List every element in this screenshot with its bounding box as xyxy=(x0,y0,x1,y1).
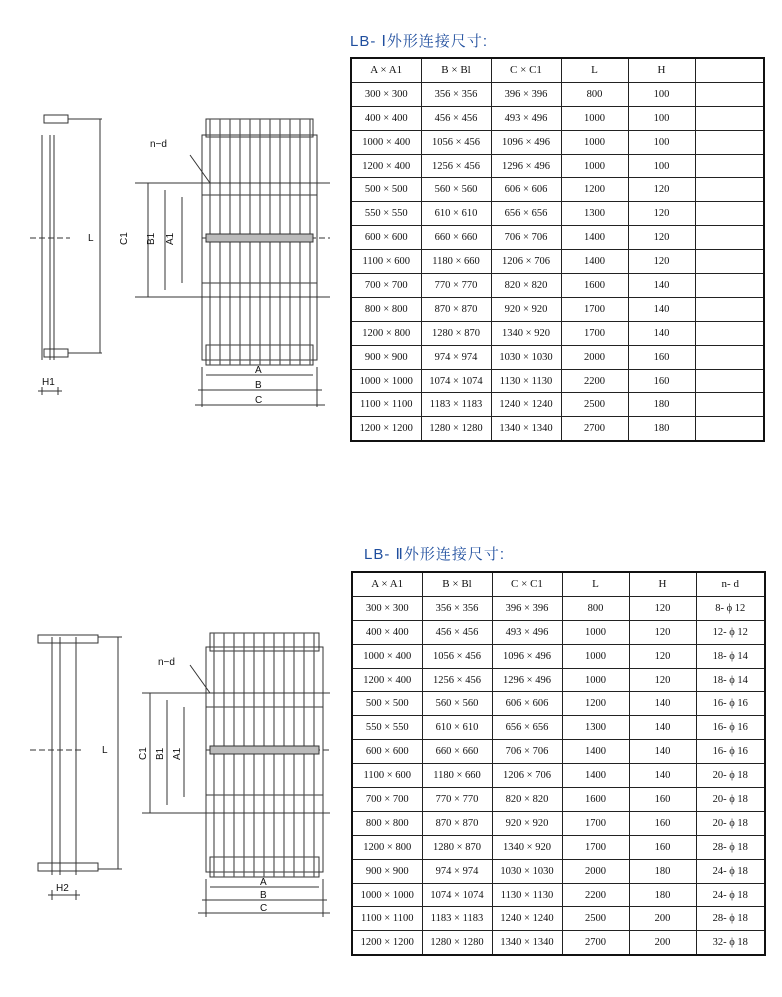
table-cell: 2200 xyxy=(562,883,629,907)
table-cell: 606 × 606 xyxy=(492,692,562,716)
table-cell: 1256 × 456 xyxy=(422,668,492,692)
table-cell: 120 xyxy=(629,596,696,620)
table-row xyxy=(351,226,764,250)
table-cell: 1206 × 706 xyxy=(491,250,561,274)
table-cell: 1296 × 496 xyxy=(491,154,561,178)
table-row xyxy=(352,716,765,740)
table-cell: 770 × 770 xyxy=(421,274,491,298)
header-cell: C × C1 xyxy=(492,572,562,596)
label-C1: C1 xyxy=(119,232,130,245)
table-cell xyxy=(695,202,764,226)
table-cell xyxy=(695,393,764,417)
table-cell: 100 xyxy=(628,154,695,178)
table-cell: 606 × 606 xyxy=(491,178,561,202)
table-cell: 656 × 656 xyxy=(492,716,562,740)
table-cell: 400 × 400 xyxy=(351,106,421,130)
label-B1: B1 xyxy=(155,747,166,760)
table-cell: 800 xyxy=(561,82,628,106)
label-H2: H2 xyxy=(56,883,69,894)
table-cell: 2000 xyxy=(561,345,628,369)
lb1-dimension-table xyxy=(350,57,765,442)
table-cell: 18- ϕ 14 xyxy=(696,668,765,692)
label-n-d: n−d xyxy=(150,139,167,150)
table-cell: 500 × 500 xyxy=(352,692,422,716)
table-row xyxy=(351,297,764,321)
section2-title: LB- Ⅱ外形连接尺寸: xyxy=(364,546,506,563)
table-cell: 1300 xyxy=(561,202,628,226)
table-row xyxy=(352,788,765,812)
table-cell: 870 × 870 xyxy=(421,297,491,321)
table-cell xyxy=(695,154,764,178)
table-cell: 180 xyxy=(629,859,696,883)
table-row xyxy=(351,369,764,393)
table-row xyxy=(352,811,765,835)
front-view xyxy=(142,633,330,917)
table-row xyxy=(351,178,764,202)
table-cell: 356 × 356 xyxy=(421,82,491,106)
table-cell xyxy=(695,369,764,393)
table-cell: 356 × 356 xyxy=(422,596,492,620)
table-cell: 160 xyxy=(629,811,696,835)
label-A: A xyxy=(255,365,262,376)
table-cell: 900 × 900 xyxy=(352,859,422,883)
table-row xyxy=(351,202,764,226)
table-cell: 660 × 660 xyxy=(421,226,491,250)
table-cell: 456 × 456 xyxy=(421,106,491,130)
label-n-d: n−d xyxy=(158,657,175,668)
label-B: B xyxy=(255,380,262,391)
table-cell: 1030 × 1030 xyxy=(491,345,561,369)
table-cell: 396 × 396 xyxy=(491,82,561,106)
label-L: L xyxy=(88,233,94,244)
table-cell: 120 xyxy=(628,226,695,250)
table-cell: 700 × 700 xyxy=(352,788,422,812)
table-cell: 1280 × 870 xyxy=(422,835,492,859)
table-cell: 120 xyxy=(629,620,696,644)
table-cell: 1256 × 456 xyxy=(421,154,491,178)
table-cell: 1200 × 1200 xyxy=(351,417,421,441)
front-view xyxy=(135,119,330,407)
table-row xyxy=(352,859,765,883)
table-cell: 28- ϕ 18 xyxy=(696,907,765,931)
table-cell: 160 xyxy=(629,835,696,859)
table-cell xyxy=(695,297,764,321)
table-cell: 560 × 560 xyxy=(421,178,491,202)
table-row xyxy=(351,130,764,154)
table-row xyxy=(352,883,765,907)
table-cell: 1000 × 1000 xyxy=(352,883,422,907)
table-cell: 770 × 770 xyxy=(422,788,492,812)
table-cell xyxy=(695,250,764,274)
table-cell: 2000 xyxy=(562,859,629,883)
header-cell: A × A1 xyxy=(351,58,421,82)
table-row xyxy=(351,106,764,130)
table-cell: 1700 xyxy=(561,321,628,345)
table-cell: 1400 xyxy=(562,764,629,788)
label-C: C xyxy=(260,903,268,914)
table-cell: 820 × 820 xyxy=(491,274,561,298)
table-row xyxy=(351,82,764,106)
table-cell: 1200 × 800 xyxy=(351,321,421,345)
table-row xyxy=(351,154,764,178)
table-cell: 1100 × 1100 xyxy=(351,393,421,417)
table-cell: 16- ϕ 16 xyxy=(696,740,765,764)
table-cell: 456 × 456 xyxy=(422,620,492,644)
table-cell: 1180 × 660 xyxy=(421,250,491,274)
table-cell: 160 xyxy=(629,788,696,812)
table-row xyxy=(352,596,765,620)
table-cell: 120 xyxy=(629,668,696,692)
table-cell: 1200 xyxy=(561,178,628,202)
table-cell: 396 × 396 xyxy=(492,596,562,620)
table-cell: 140 xyxy=(629,740,696,764)
table-cell: 140 xyxy=(628,297,695,321)
section1-title: LB- Ⅰ外形连接尺寸: xyxy=(350,33,489,50)
table-row xyxy=(351,321,764,345)
table-cell: 100 xyxy=(628,130,695,154)
table-cell: 560 × 560 xyxy=(422,692,492,716)
label-H1: H1 xyxy=(42,377,55,388)
table-cell: 1280 × 1280 xyxy=(421,417,491,441)
table-cell xyxy=(695,274,764,298)
table-cell xyxy=(695,321,764,345)
table-cell: 800 xyxy=(562,596,629,620)
table-cell: 1100 × 1100 xyxy=(352,907,422,931)
table-cell: 500 × 500 xyxy=(351,178,421,202)
side-view xyxy=(30,115,102,395)
table-cell: 2500 xyxy=(561,393,628,417)
header-cell: L xyxy=(562,572,629,596)
table-cell: 100 xyxy=(628,82,695,106)
table-cell: 1096 × 496 xyxy=(492,644,562,668)
table-cell: 700 × 700 xyxy=(351,274,421,298)
lb2-table-body xyxy=(352,572,765,955)
table-cell: 1000 xyxy=(562,668,629,692)
table-cell: 656 × 656 xyxy=(491,202,561,226)
table-cell: 610 × 610 xyxy=(422,716,492,740)
table-cell: 140 xyxy=(629,692,696,716)
table-cell: 180 xyxy=(629,883,696,907)
table-cell: 600 × 600 xyxy=(351,226,421,250)
table-cell: 706 × 706 xyxy=(491,226,561,250)
table-cell: 120 xyxy=(628,202,695,226)
table-cell: 100 xyxy=(628,106,695,130)
table-cell: 1056 × 456 xyxy=(422,644,492,668)
table-cell: 1200 × 800 xyxy=(352,835,422,859)
table-cell xyxy=(695,82,764,106)
table-cell: 2200 xyxy=(561,369,628,393)
table-cell: 1296 × 496 xyxy=(492,668,562,692)
label-A: A xyxy=(260,877,267,888)
table-row xyxy=(352,907,765,931)
table-cell: 16- ϕ 16 xyxy=(696,692,765,716)
table-row xyxy=(351,393,764,417)
label-L: L xyxy=(102,745,108,756)
table-cell: 1340 × 920 xyxy=(491,321,561,345)
table-row xyxy=(352,620,765,644)
table-cell: 800 × 800 xyxy=(352,811,422,835)
header-cell: H xyxy=(628,58,695,82)
table-cell: 12- ϕ 12 xyxy=(696,620,765,644)
table-cell: 1700 xyxy=(561,297,628,321)
table-header-row xyxy=(351,58,764,82)
table-cell: 24- ϕ 18 xyxy=(696,883,765,907)
label-A1: A1 xyxy=(165,232,176,245)
table-cell: 493 × 496 xyxy=(491,106,561,130)
lb2-technical-drawing xyxy=(30,625,335,920)
table-cell xyxy=(695,226,764,250)
table-cell: 1200 xyxy=(562,692,629,716)
table-cell: 400 × 400 xyxy=(352,620,422,644)
table-row xyxy=(352,644,765,668)
table-row xyxy=(352,692,765,716)
table-cell: 900 × 900 xyxy=(351,345,421,369)
table-cell: 1000 × 400 xyxy=(351,130,421,154)
table-cell: 870 × 870 xyxy=(422,811,492,835)
table-cell: 140 xyxy=(629,764,696,788)
table-cell: 1280 × 1280 xyxy=(422,931,492,955)
table-cell: 28- ϕ 18 xyxy=(696,835,765,859)
table-cell: 140 xyxy=(628,274,695,298)
table-cell: 1130 × 1130 xyxy=(492,883,562,907)
table-cell: 1206 × 706 xyxy=(492,764,562,788)
table-row xyxy=(352,740,765,764)
table-cell: 140 xyxy=(628,321,695,345)
table-row xyxy=(351,250,764,274)
table-row xyxy=(352,764,765,788)
table-cell: 1280 × 870 xyxy=(421,321,491,345)
label-C1: C1 xyxy=(138,747,149,760)
header-cell: C × C1 xyxy=(491,58,561,82)
table-cell: 300 × 300 xyxy=(351,82,421,106)
table-cell: 180 xyxy=(628,417,695,441)
table-cell: 1340 × 1340 xyxy=(492,931,562,955)
table-cell xyxy=(695,178,764,202)
table-cell: 1700 xyxy=(562,835,629,859)
table-cell xyxy=(695,345,764,369)
label-C: C xyxy=(255,395,263,406)
table-header-row xyxy=(352,572,765,596)
table-cell: 600 × 600 xyxy=(352,740,422,764)
table-cell: 200 xyxy=(629,907,696,931)
lb2-dimension-table xyxy=(351,571,766,956)
table-cell: 1096 × 496 xyxy=(491,130,561,154)
table-cell: 8- ϕ 12 xyxy=(696,596,765,620)
label-A1: A1 xyxy=(172,747,183,760)
table-cell: 1183 × 1183 xyxy=(422,907,492,931)
header-cell xyxy=(695,58,764,82)
table-cell: 300 × 300 xyxy=(352,596,422,620)
table-cell: 1000 xyxy=(561,130,628,154)
table-cell: 550 × 550 xyxy=(351,202,421,226)
table-row xyxy=(352,668,765,692)
table-cell: 1200 × 400 xyxy=(351,154,421,178)
table-cell: 1240 × 1240 xyxy=(492,907,562,931)
header-cell: L xyxy=(561,58,628,82)
table-cell: 2500 xyxy=(562,907,629,931)
table-cell: 1400 xyxy=(562,740,629,764)
table-cell: 800 × 800 xyxy=(351,297,421,321)
table-cell: 200 xyxy=(629,931,696,955)
label-B1: B1 xyxy=(146,232,157,245)
table-cell xyxy=(695,106,764,130)
table-cell: 2700 xyxy=(561,417,628,441)
table-cell: 1100 × 600 xyxy=(352,764,422,788)
table-cell: 24- ϕ 18 xyxy=(696,859,765,883)
table-row xyxy=(351,274,764,298)
table-cell: 1340 × 1340 xyxy=(491,417,561,441)
label-B: B xyxy=(260,890,267,901)
table-cell xyxy=(695,130,764,154)
table-cell: 1000 × 400 xyxy=(352,644,422,668)
table-cell xyxy=(695,417,764,441)
table-cell: 1130 × 1130 xyxy=(491,369,561,393)
table-cell: 660 × 660 xyxy=(422,740,492,764)
table-cell: 160 xyxy=(628,345,695,369)
table-cell: 1000 xyxy=(561,154,628,178)
table-cell: 140 xyxy=(629,716,696,740)
table-cell: 2700 xyxy=(562,931,629,955)
table-cell: 550 × 550 xyxy=(352,716,422,740)
table-cell: 1183 × 1183 xyxy=(421,393,491,417)
table-cell: 1056 × 456 xyxy=(421,130,491,154)
table-cell: 920 × 920 xyxy=(491,297,561,321)
lb1-technical-drawing xyxy=(30,105,335,415)
table-cell: 1000 xyxy=(561,106,628,130)
header-cell: H xyxy=(629,572,696,596)
table-cell: 1600 xyxy=(562,788,629,812)
table-cell: 1600 xyxy=(561,274,628,298)
table-row xyxy=(352,835,765,859)
table-cell: 1000 × 1000 xyxy=(351,369,421,393)
header-cell: B × Bl xyxy=(421,58,491,82)
table-cell: 20- ϕ 18 xyxy=(696,764,765,788)
table-cell: 120 xyxy=(628,250,695,274)
table-cell: 1300 xyxy=(562,716,629,740)
table-cell: 1000 xyxy=(562,644,629,668)
table-cell: 180 xyxy=(628,393,695,417)
table-cell: 1340 × 920 xyxy=(492,835,562,859)
table-cell: 16- ϕ 16 xyxy=(696,716,765,740)
table-cell: 1200 × 400 xyxy=(352,668,422,692)
table-cell: 974 × 974 xyxy=(421,345,491,369)
table-cell: 920 × 920 xyxy=(492,811,562,835)
table-cell: 1400 xyxy=(561,250,628,274)
table-cell: 120 xyxy=(628,178,695,202)
side-view xyxy=(30,635,122,900)
table-cell: 706 × 706 xyxy=(492,740,562,764)
table-row xyxy=(351,417,764,441)
table-cell: 160 xyxy=(628,369,695,393)
table-cell: 120 xyxy=(629,644,696,668)
header-cell: A × A1 xyxy=(352,572,422,596)
table-cell: 610 × 610 xyxy=(421,202,491,226)
header-cell: n- d xyxy=(696,572,765,596)
table-cell: 1200 × 1200 xyxy=(352,931,422,955)
table-cell: 1030 × 1030 xyxy=(492,859,562,883)
table-cell: 20- ϕ 18 xyxy=(696,811,765,835)
header-cell: B × Bl xyxy=(422,572,492,596)
table-cell: 1240 × 1240 xyxy=(491,393,561,417)
table-row xyxy=(352,931,765,955)
table-cell: 1700 xyxy=(562,811,629,835)
table-cell: 1400 xyxy=(561,226,628,250)
table-cell: 32- ϕ 18 xyxy=(696,931,765,955)
table-cell: 1100 × 600 xyxy=(351,250,421,274)
table-cell: 1180 × 660 xyxy=(422,764,492,788)
lb1-table-body xyxy=(351,58,764,441)
table-cell: 20- ϕ 18 xyxy=(696,788,765,812)
table-row xyxy=(351,345,764,369)
table-cell: 18- ϕ 14 xyxy=(696,644,765,668)
table-cell: 820 × 820 xyxy=(492,788,562,812)
table-cell: 1000 xyxy=(562,620,629,644)
table-cell: 493 × 496 xyxy=(492,620,562,644)
table-cell: 1074 × 1074 xyxy=(422,883,492,907)
table-cell: 974 × 974 xyxy=(422,859,492,883)
table-cell: 1074 × 1074 xyxy=(421,369,491,393)
